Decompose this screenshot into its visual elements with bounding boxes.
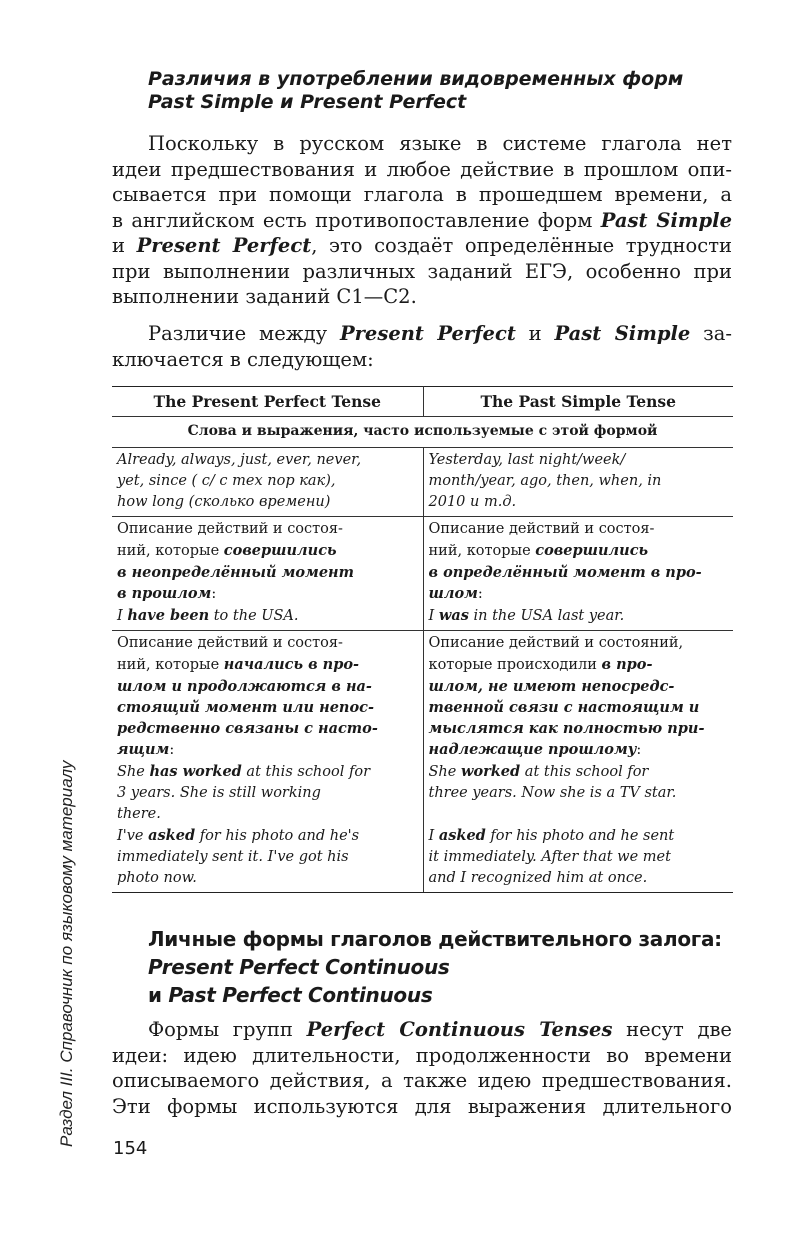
table-row xyxy=(112,631,733,893)
paragraph-3 xyxy=(112,1017,732,1119)
table-header-row xyxy=(112,387,733,417)
para1-line-6: при выполнении различных заданий ЕГЭ, особенно при xyxy=(112,259,732,283)
table-row xyxy=(112,517,733,631)
running-head-vertical: Раздел III. Справочник по языковому материалу xyxy=(57,760,76,1147)
cell-r3-right: Описание действий и состояний, которые происходили в про- шлом, не имеют непосредс- твенной связи с настоящим и мыслятся как полностью при- надлежащие прошлому: She worked at this school for three years. Now she is a TV star. I asked for his photo and he sent it immediately. After that we met and I recognized him at once. xyxy=(423,631,733,893)
term-present-perfect: Present Perfect xyxy=(136,234,312,257)
para1-line-1: Поскольку в русском языке в системе глагола нет xyxy=(148,132,732,155)
table-subheader: Слова и выражения, часто используемые с этой формой xyxy=(112,417,733,448)
heading-1-line-2: Past Simple и Present Perfect xyxy=(148,91,467,113)
page-number: 154 xyxy=(113,1138,148,1159)
para1-line-7: выполнении заданий С1—С2. xyxy=(112,285,417,308)
cell-r1-left: Already, always, just, ever, never, yet, since ( с/ с тех пор как), how long (сколько времени) xyxy=(112,448,423,517)
heading-2-line-2: Present Perfect Continuous xyxy=(148,955,450,979)
para1-line-2: идеи предшествования и любое действие в прошлом опи- xyxy=(112,157,732,181)
comparison-table xyxy=(112,386,733,893)
para3-line-1: Формы групп Perfect Continuous Tenses несут две xyxy=(148,1018,732,1041)
cell-r3-left: Описание действий и состоя- ний, которые начались в про- шлом и продолжаются в на- стоящий момент или непос- редственно связаны с насто- ящим: She has worked at this school for 3 years. She is still working there. I've asked for his photo and he's immediately sent it. I've got his photo now. xyxy=(112,631,423,893)
col-header-past-simple: The Past Simple Tense xyxy=(423,387,733,417)
table-row xyxy=(112,448,733,517)
para1-line-4: в английском есть противопоставление форм Past Simple xyxy=(112,208,732,232)
para3-line-2: идеи: идею длительности, продолженности во времени xyxy=(112,1043,732,1067)
para2-line-1: Различие между Present Perfect и Past Simple за- xyxy=(148,322,732,345)
section-heading-2 xyxy=(148,925,722,1009)
section-heading-1 xyxy=(148,68,683,114)
cell-r2-left: Описание действий и состоя- ний, которые совершились в неопределённый момент в прошлом: I have been to the USA. xyxy=(112,517,423,631)
para3-line-3: описываемого действия, а также идею предшествования. xyxy=(112,1069,732,1092)
table-subheader-row xyxy=(112,417,733,448)
para2-line-2: ключается в следующем: xyxy=(112,347,374,371)
cell-r1-right: Yesterday, last night/week/ month/year, ago, then, when, in 2010 и т.д. xyxy=(423,448,733,517)
term-past-simple: Past Simple xyxy=(600,208,732,232)
para3-line-4: Эти формы используются для выражения длительного xyxy=(112,1094,732,1118)
heading-2-line-3: и Past Perfect Continuous xyxy=(148,983,433,1007)
heading-2-line-1: Личные формы глаголов действительного залога: xyxy=(148,927,722,951)
para1-line-3: сывается при помощи глагола в прошедшем времени, а xyxy=(112,183,732,206)
paragraph-2 xyxy=(112,321,732,372)
cell-r2-right: Описание действий и состоя- ний, которые совершились в определённый момент в про- шлом: I was in the USA last year. xyxy=(423,517,733,631)
col-header-present-perfect: The Present Perfect Tense xyxy=(112,387,423,417)
heading-1-line-1: Различия в употреблении видовременных форм xyxy=(148,68,684,90)
para1-line-5: и Present Perfect, это создаёт определённые трудности xyxy=(112,234,733,257)
paragraph-1 xyxy=(112,131,732,310)
